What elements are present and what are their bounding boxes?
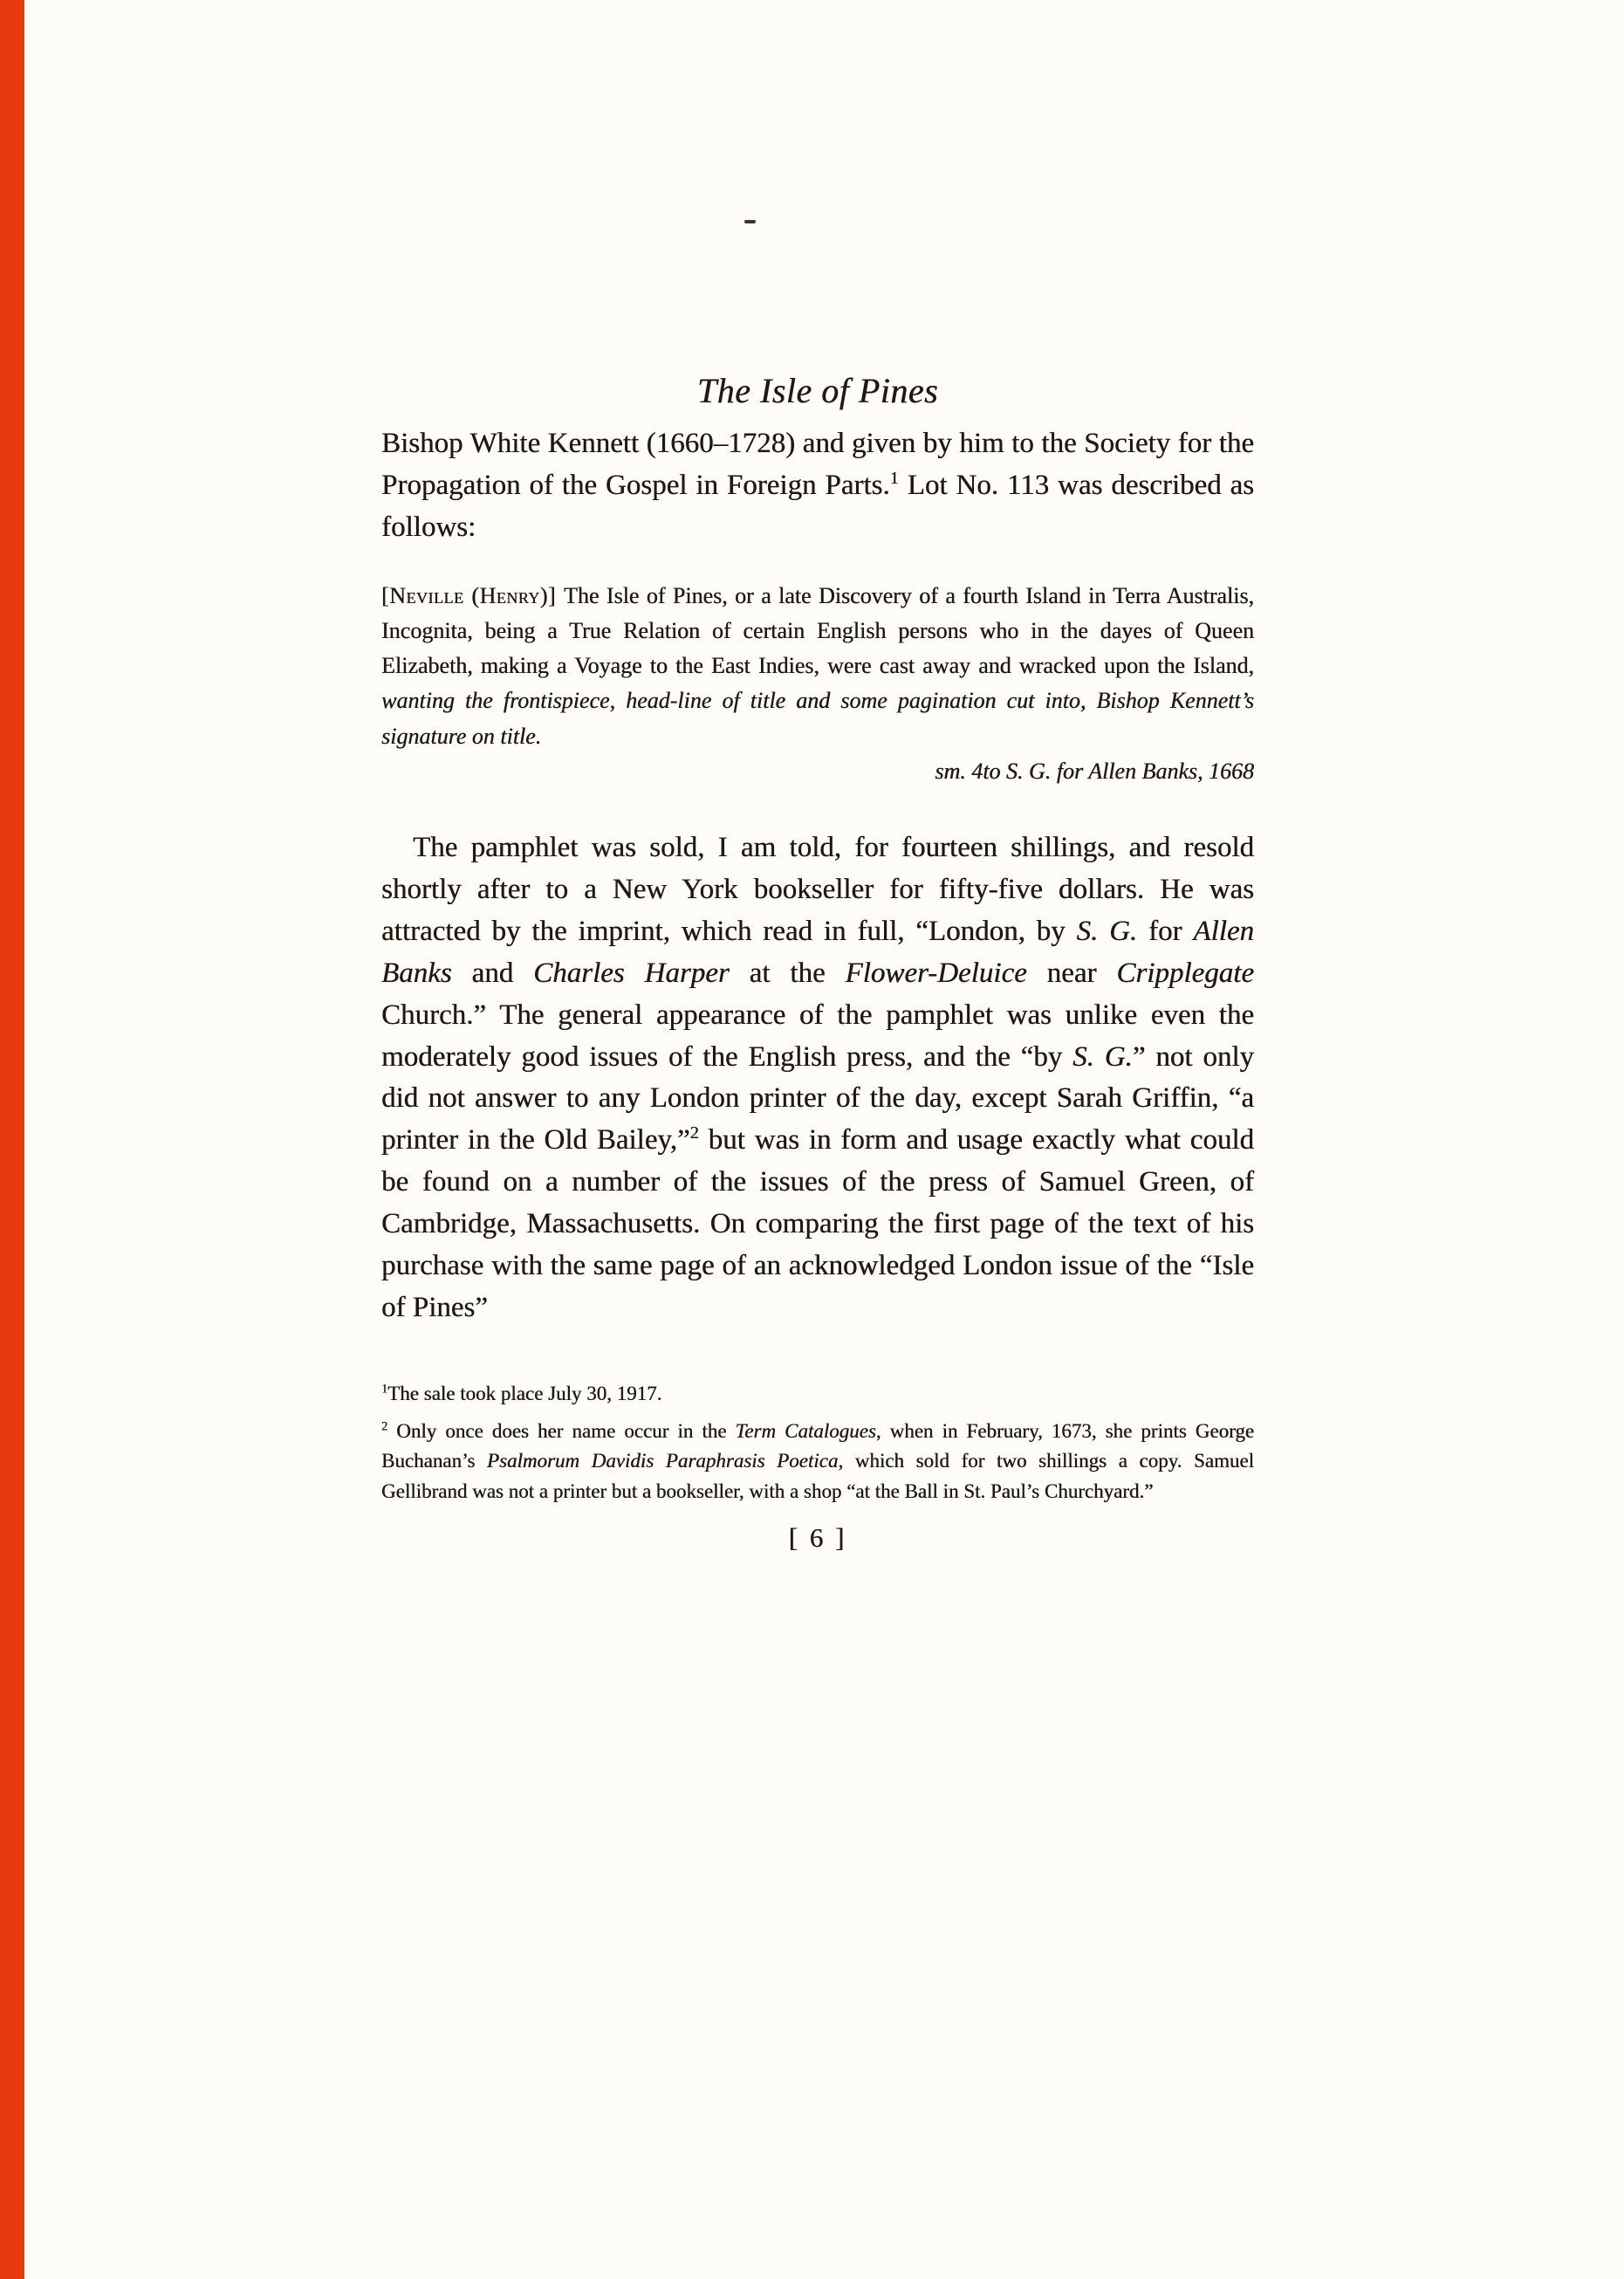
footnote-1: $^1$The sale took place July 30, 1917. [381,1382,662,1405]
footnotes-block [381,1379,1254,1507]
catalog-entry [381,579,1254,790]
running-title: The Isle of Pines [696,371,939,410]
body-paragraph: The pamphlet was sold, I am told, for fourteen shillings, and resold shortly after to a New York bookseller for fifty-five dollars. He was attracted by the imprint, which read in full, “London, by S. G. for Allen Banks and Charles Harper at the Flower-Deluice near Cripplegate Church.” The general appearance of the pamphlet was unlike even the moderately good issues of the English press, and the “by S. G.” not only did not answer to any London printer of the day, except Sarah Griffin, “a printer in the Old Bailey,”$^2$ but was in form and usage exactly what could be found on a number of the issues of the press of Samuel Green, of Cambridge, Massachusetts. On comparing the first page of the text of his purchase with the same page of an acknowledged London issue of the “Isle of Pines” [381,832,1255,1323]
text-column [381,0,1254,1554]
page-number: [ 6 ] [788,1522,847,1554]
intro-paragraph: Bishop White Kennett (1660–1728) and given by him to the Society for the Propagation of the Gospel in Foreign Parts.$^1$ Lot No. 113 was described as follows: [381,428,1254,543]
footnote-2: $^2$ Only once does her name occur in the Term Catalogues, when in February, 1673, she prints George Buchanan’s Psalmorum Davidis Paraphrasis Poetica, which sold for two shillings a copy. Samuel Gellibrand was not a printer but a bookseller, with a shop “at the Ball in St. Paul’s Churchyard.” [381,1419,1255,1502]
catalog-imprint: sm. 4to S. G. for Allen Banks, 1668 [935,759,1254,785]
catalog-entry-text: [Neville (Henry)] The Isle of Pines, or a late Discovery of a fourth Island in Terra Australis, Incognita, being a True Relation of certain English persons who in the dayes of Queen Elizabeth, making a Voyage to the East Indies, were cast away and wracked upon the Island, wanting the frontispiece, head-line of title and some pagination cut into, Bishop Kennett’s signature on title. [381,582,1254,749]
red-edge-stripe [0,0,24,2279]
